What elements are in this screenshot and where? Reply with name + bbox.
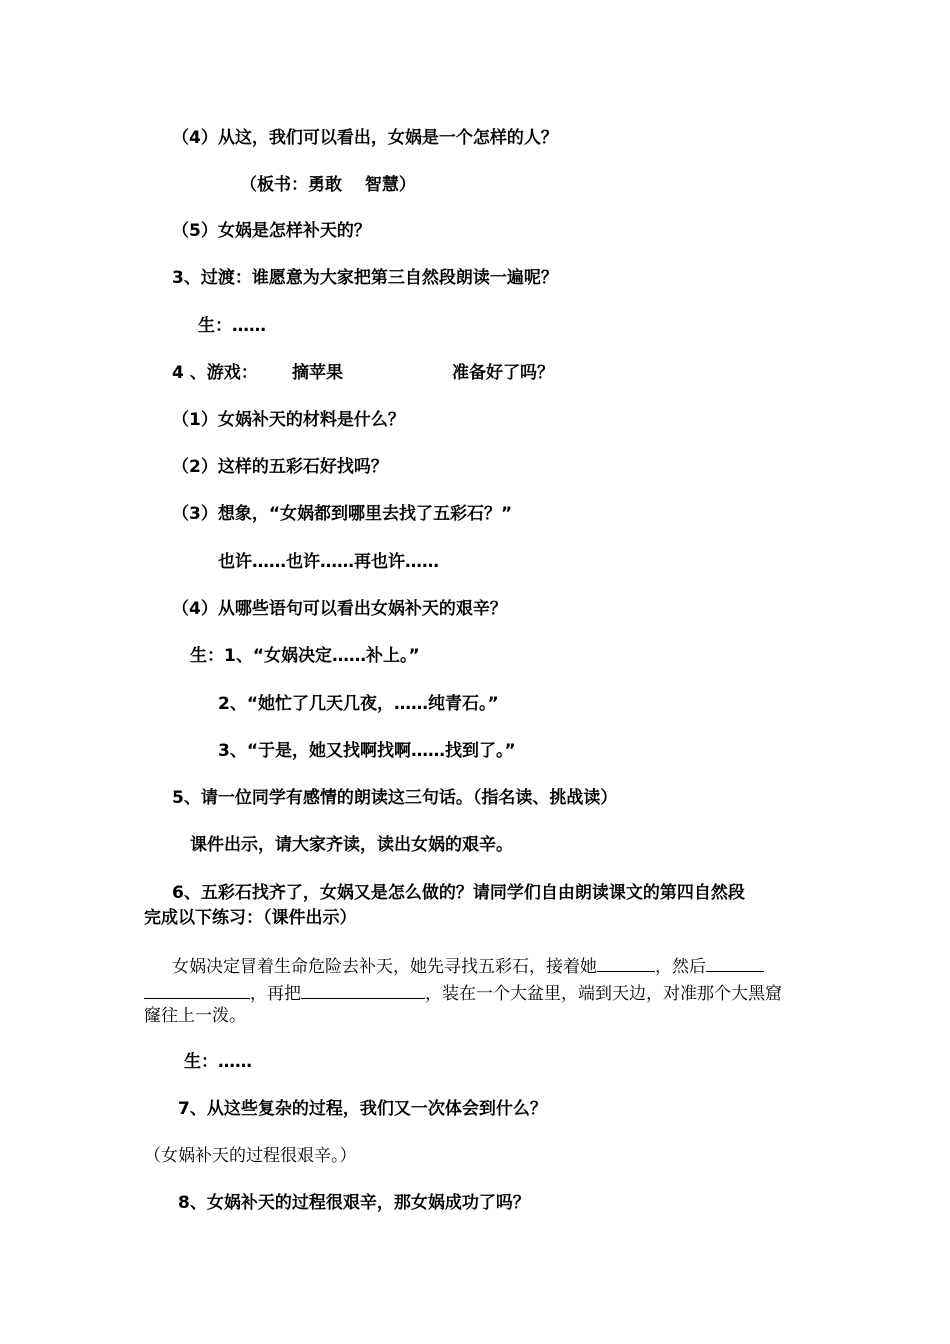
question-1-material: （1）女娲补天的材料是什么？ (172, 410, 405, 430)
step-7-answer: （女娲补天的过程很艰辛。） (144, 1146, 357, 1166)
courseware-display: 课件出示，请大家齐读，读出女娲的艰辛。 (190, 835, 513, 855)
fill-text-1: 女娲决定冒着生命危险去补天，她先寻找五彩石，接着她 (172, 957, 597, 977)
step-5-read-aloud: 5、请一位同学有感情的朗读这三句话。（指名读、挑战读） (172, 788, 618, 808)
question-5: （5）女娲是怎样补天的？ (172, 221, 371, 241)
student-response-1: 生：…… (198, 316, 266, 336)
fill-blank-3[interactable] (301, 980, 425, 999)
step-4-game-name: 摘苹果 (292, 363, 343, 383)
step-6-line-2: 完成以下练习：（课件出示） (144, 908, 357, 928)
step-7-question: 7、从这些复杂的过程，我们又一次体会到什么？ (178, 1099, 547, 1119)
blackboard-note: （板书：勇敢 智慧） (240, 175, 416, 195)
fill-text-4: ，装在一个大盆里，端到天边，对准那个大黑窟 (425, 984, 782, 1004)
question-4-hardship: （4）从哪些语句可以看出女娲补天的艰辛？ (172, 599, 507, 619)
student-quote-3: 3、“于是，她又找啊找啊……找到了。” (218, 741, 516, 761)
fill-text-2: ，然后 (655, 957, 706, 977)
question-3-imagine: （3）想象，“女娲都到哪里去找了五彩石？” (172, 504, 513, 524)
question-4-character: （4）从这，我们可以看出，女娲是一个怎样的人？ (172, 128, 558, 148)
fill-blank-2b[interactable] (144, 980, 250, 999)
fill-in-line-1 (172, 953, 764, 978)
step-4-ready: 准备好了吗？ (452, 363, 554, 383)
step-6-line-1: 6、五彩石找齐了，女娲又是怎么做的？请同学们自由朗读课文的第四自然段 (172, 883, 745, 903)
fill-text-3: ，再把 (250, 984, 301, 1004)
step-4-game-label: 4 、游戏： (172, 363, 258, 383)
step-8-question: 8、女娲补天的过程很艰辛，那女娲成功了吗？ (178, 1193, 530, 1213)
imagine-hints: 也许……也许……再也许…… (218, 552, 439, 572)
question-2-stones: （2）这样的五彩石好找吗？ (172, 457, 388, 477)
fill-text-5: 窿往上一泼。 (144, 1006, 246, 1026)
fill-in-line-3 (144, 1005, 246, 1027)
step-3-transition: 3、过渡：谁愿意为大家把第三自然段朗读一遍呢？ (172, 268, 558, 288)
fill-blank-1[interactable] (597, 953, 655, 972)
fill-in-line-2 (144, 980, 782, 1005)
student-response-2: 生：…… (184, 1052, 252, 1072)
student-quote-1: 生：1、“女娲决定……补上。” (190, 646, 420, 666)
fill-blank-2a[interactable] (706, 953, 764, 972)
student-quote-2: 2、“她忙了几天几夜，……纯青石。” (218, 694, 499, 714)
